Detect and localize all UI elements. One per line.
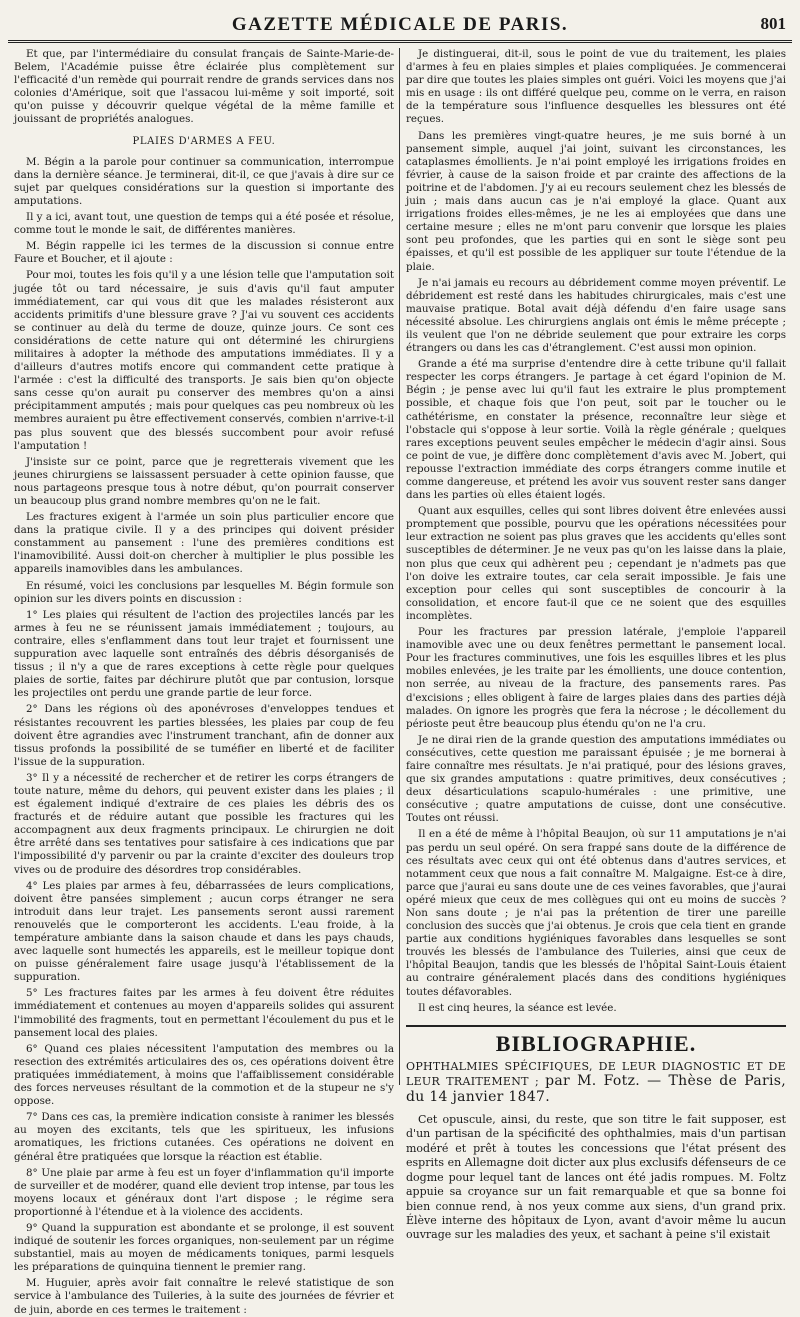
conclusion-item: 5° Les fractures faites par les armes à feu doivent être réduites immédiatement et contenues au moyen d'appareils solides qui assurent l'immobilité des fragments, tout en permettant l'écoulement du pus et le pansement local des plaies. bbox=[14, 987, 394, 1039]
page-number: 801 bbox=[760, 14, 786, 33]
paragraph: Et que, par l'intermédiaire du consulat français de Sainte-Marie-de-Belem, l'Académie puisse être éclairée plus complètement sur l'efficacité d'un remède qui pourrait rendre de grands services dans nos colonies d'Amérique, soit que l'assacou lui-même y soit importé, soit qu'on puisse y découvrir quelque végétal de la même famille et jouissant de propriétés analogues. bbox=[14, 48, 394, 126]
section-title: PLAIES D'ARMES A FEU. bbox=[132, 135, 276, 147]
bibliography-heading: BIBLIOGRAPHIE. bbox=[495, 1030, 697, 1056]
conclusion-item: 8° Une plaie par arme à feu est un foyer d'inflammation qu'il importe de surveiller et de modérer, quand elle devient trop intense, par tous les moyens locaux et généraux dont l'art dispose ; le régime sera proportionné à l'étendue et à la violence des accidents. bbox=[14, 1166, 394, 1218]
column-divider bbox=[399, 48, 400, 1085]
right-column bbox=[406, 48, 786, 1242]
conclusion-item: 4° Les plaies par armes à feu, débarrassées de leurs complications, doivent être pansées simplement ; aucun corps étranger ne sera introduit dans leur trajet. Les pansements seront aussi rarement renouvelés que le comporteront les accidents. L'eau froide, à la température ambiante dans la saison chaude et dans les pays chauds, avec laquelle sont humectés les appareils, est le meilleur topique dont on puisse généralement faire usage jusqu'à l'établissement de la suppuration. bbox=[14, 879, 394, 984]
paragraph: M. Huguier, après avoir fait connaître le relevé statistique de son service à l'ambulance des Tuileries, à la suite des journées de février et de juin, aborde en ces termes le traitement : bbox=[14, 1277, 394, 1316]
paragraph: Il est cinq heures, la séance est levée. bbox=[418, 1001, 617, 1014]
paragraph: J'insiste sur ce point, parce que je regretterais vivement que les jeunes chirurgiens se laissassent persuader à cette opinion fausse, que nous partageons presque tous à notre début, qu'on pourrait conserver un beaucoup plus grand nombre membres qu'on ne le fait. bbox=[14, 455, 394, 507]
conclusion-item: 6° Quand ces plaies nécessitent l'amputation des membres ou la resection des extrémités articulaires des os, ces opérations doivent être pratiquées immédiatement, à moins que l'affaiblissement considérable des forces nerveuses résultant de la commotion et de la stupeur ne s'y oppose. bbox=[14, 1042, 394, 1108]
paragraph: M. Bégin rappelle ici les termes de la discussion si connue entre Faure et Boucher, et il ajoute : bbox=[14, 240, 394, 266]
section-rule bbox=[406, 1025, 786, 1027]
paragraph: Dans les premières vingt-quatre heures, je me suis borné à un pansement simple, auquel j'ai joint, suivant les circonstances, les cataplasmes émollients. Je n'ai point employé les irrigations froides en février, à cause de la saison froide et par crainte des affections de la poitrine et de l'abdomen. J'y ai eu recours seulement chez les blessés de juin ; mais dans aucun cas je n'ai employé la glace. Quant aux irrigations froides elles-mêmes, je ne les ai employées que dans une certaine mesure ; elles ne m'ont paru convenir que lorsque les plaies sont peu profondes, que les parties qui en sont le siège sont peu épaisses, et qu'il est possible de les appliquer sur toute l'étendue de la plaie. bbox=[406, 129, 786, 273]
paragraph: Quant aux esquilles, celles qui sont libres doivent être enlevées aussi promptement que possible, pourvu que les opérations nécessitées pour leur extraction ne soient pas plus graves que les accidents qu'elles sont susceptibles de déterminer. Je ne veux pas qu'on les laisse dans la plaie, non plus que ceux qui adhèrent peu ; cependant je n'admets pas que l'on doive les extraire toutes, car cela serait impossible. Je fais une exception pour celles qui sont susceptibles de concourir à la consolidation, et encore faut-il que ce ne soient que des esquilles incomplètes. bbox=[406, 505, 786, 622]
paragraph: Les fractures exigent à l'armée un soin plus particulier encore que dans la pratique civile. Il y a des principes qui doivent présider constamment au pansement : l'une des premières conditions est l'inamovibilité. Aussi doit-on chercher à multiplier le plus possible les appareils inamovibles dans les ambulances. bbox=[14, 511, 394, 576]
left-column bbox=[14, 48, 394, 1316]
paragraph: Il en a été de même à l'hôpital Beaujon, où sur 11 amputations je n'ai pas perdu un seul opéré. On sera frappé sans doute de la différence de ces résultats avec ceux qui ont été obtenus dans d'autres services, et notamment ceux que nous a fait connaître M. Malgaigne. Est-ce à dire, parce que j'aurai eu sans doute une de ces veines favorables, que j'aurai opéré mieux que ceux de mes collègues qui ont eu moins de succès ? Non sans doute ; je n'ai pas la prétention de tirer une pareille conclusion des succès que j'ai obtenus. Je crois que cela tient en grande partie aux conditions hygiéniques favorables dans lesquelles se sont trouvés les blessés de l'ambulance des Tuileries, ainsi que ceux de l'hôpital Beaujon, tandis que les blessés de l'hôpital Saint-Louis étaient au contraire généralement placés dans des conditions hygiéniques toutes défavorables. bbox=[406, 828, 786, 998]
bibliography-paragraph: Cet opuscule, ainsi, du reste, que son titre le fait supposer, est d'un partisan de la spécificité des ophthalmies, mais d'un partisan modéré et prêt à toutes les concessions que l'état présent des esprits en Allemagne doit dicter aux plus exclusifs défenseurs de ce dogme pour lequel tant de lances ont été jadis rompues. M. Foltz appuie sa croyance sur un fait remarquable et que sa bonne foi bien connue rend, à nos yeux comme aux siens, d'un grand prix. Élève interne des hôpitaux de Lyon, avant d'avoir même lu aucun ouvrage sur les maladies des yeux, et sachant à peine s'il existait bbox=[406, 1113, 786, 1242]
conclusion-item: 1° Les plaies qui résultent de l'action des projectiles lancés par les armes à feu ne se réunissent jamais immédiatement ; toujours, au contraire, elles s'enflamment dans tout leur trajet et fournissent une suppuration avec laquelle sont entraînés des débris désorganisés de tissus ; il n'y a que de rares exceptions à cette règle pour quelques plaies de sortie, faites par déchirure plutôt que par contusion, lorsque les projectiles ont perdu une grande partie de leur force. bbox=[14, 608, 394, 700]
conclusion-item: 3° Il y a nécessité de rechercher et de retirer les corps étrangers de toute nature, même du dehors, qui peuvent exister dans les plaies ; il est également indiqué d'extraire de ces plaies les débris des os fracturés et de réduire autant que possible les fractures qui les accompagnent aux deux fragments principaux. Le chirurgien ne doit être arrêté dans ses tentatives pour satisfaire à ces indications que par l'impossibilité d'y parvenir ou par la crainte d'exciter des douleurs trop vives ou de produire des désordres trop considérables. bbox=[14, 771, 394, 876]
page-header bbox=[8, 10, 792, 43]
book-title-text: OPHTHALMIES SPÉCIFIQUES, DE LEUR DIAGNOSTIC ET DE LEUR TRAITEMENT ; bbox=[406, 1059, 786, 1089]
book-byline: par M. Fotz. — Thèse de Paris, du 14 janvier 1847. bbox=[406, 1073, 786, 1105]
conclusion-item: 2° Dans les régions où des aponévroses d'enveloppes tendues et résistantes recouvrent les parties blessées, les plaies par coup de feu doivent être agrandies avec l'instrument tranchant, afin de donner aux tissus profonds la possibilité de se tuméfier en liberté et de faciliter l'issue de la suppuration. bbox=[14, 703, 394, 768]
journal-title: GAZETTE MÉDICALE DE PARIS. bbox=[231, 14, 569, 35]
paragraph: Grande a été ma surprise d'entendre dire à cette tribune qu'il fallait respecter les corps étrangers. Je partage à cet égard l'opinion de M. Bégin ; je pense avec lui qu'il faut les extraire le plus promptement possible, et chaque fois que l'on peut, soit par le toucher ou le cathétérisme, en constater la présence, reconnaître leur siège et l'obstacle qui s'oppose à leur sortie. Voilà la règle générale ; quelques rares exceptions peuvent seules empêcher le médecin d'agir ainsi. Sous ce point de vue, je diffère donc complètement d'avis avec M. Jobert, qui repousse l'extraction immédiate des corps étrangers comme inutile et comme dangereuse, et prétend les avoir vus souvent rester sans danger dans les parties où elles étaient logés. bbox=[406, 358, 786, 502]
paragraph: Pour les fractures par pression latérale, j'emploie l'appareil inamovible avec une ou deux fenêtres permettant le pansement local. Pour les fractures comminutives, une fois les esquilles libres et les plus mobiles enlevées, je les traite par les émollients, une douce contention, non serrée, au niveau de la fracture, des pansements rares. Pas d'excisions ; elles obligent à faire de larges plaies dans des parties déjà malades. On ignore les progrès que fera la nécrose ; le décollement du périoste peut être beaucoup plus étendu qu'on ne l'a cru. bbox=[406, 626, 786, 730]
paragraph: Il y a ici, avant tout, une question de temps qui a été posée et résolue, comme tout le monde le sait, de différentes manières. bbox=[14, 211, 394, 237]
bibliography-section bbox=[406, 1030, 786, 1243]
paragraph: En résumé, voici les conclusions par lesquelles M. Bégin formule son opinion sur les divers points en discussion : bbox=[14, 579, 394, 605]
paragraph: Je ne dirai rien de la grande question des amputations immédiates ou consécutives, cette question me paraissant épuisée ; je me bornerai à faire connaître mes résultats. Je n'ai pratiqué, pour des lésions graves, que six grandes amputations : quatre primitives, deux consécutives ; deux désarticulations scapulo-humérales : une primitive, une consécutive ; quatre amputations de cuisse, dont une consécutive. Toutes ont réussi. bbox=[406, 733, 786, 825]
paragraph: Pour moi, toutes les fois qu'il y a une lésion telle que l'amputation soit jugée tôt ou tard nécessaire, je suis d'avis qu'il faut amputer immédiatement, car qui vous dit que les malades résisteront aux accidents primitifs d'une blessure grave ? J'ai vu souvent ces accidents se continuer au delà du terme de douze, quinze jours. Ce sont ces considérations de cette nature qui ont déterminé les chirurgiens militaires à adopter la méthode des amputations immédiates. Il y a d'ailleurs d'autres motifs encore qui commandent cette pratique à l'armée : c'est la difficulté des transports. Je sais bien qu'on objecte sans cesse qu'on aurait pu conserver des membres qu'on a ainsi précipitamment amputés ; mais pour quelques cas peu nombreux où les membres auraient pu être effectivement conservés, combien n'arrive-t-il pas plus souvent que des blessés succombent pour avoir refusé l'amputation ! bbox=[14, 269, 394, 452]
book-title bbox=[406, 1060, 786, 1105]
paragraph: M. Bégin a la parole pour continuer sa communication, interrompue dans la dernière séance. Je terminerai, dit-il, ce que j'avais à dire sur ce sujet par quelques considérations sur la question si importante des amputations. bbox=[14, 155, 394, 207]
conclusion-item: 7° Dans ces cas, la première indication consiste à ranimer les blessés au moyen des excitants, tels que les spiritueux, les infusions aromatiques, les frictions cutanées. Ces opérations ne doivent en général être pratiquées que lorsque la réaction est établie. bbox=[14, 1111, 394, 1163]
paragraph: Je distinguerai, dit-il, sous le point de vue du traitement, les plaies d'armes à feu en plaies simples et plaies compliquées. Je commencerai par dire que toutes les plaies simples ont guéri. Voici les moyens que j'ai mis en usage : ils ont différé quelque peu, comme on le verra, en raison de la température sous l'influence desquelles les blessures ont été reçues. bbox=[406, 48, 786, 126]
paragraph: Je n'ai jamais eu recours au débridement comme moyen préventif. Le débridement est resté dans les habitudes chirurgicales, mais c'est une mauvaise pratique. Botal avait déjà défendu d'en faire usage sans nécessité absolue. Les chirurgiens anglais ont émis le même précepte ; ils veulent que l'on ne débride seulement que pour extraire les corps étrangers ou dans les cas d'étranglement. C'est aussi mon opinion. bbox=[406, 276, 786, 355]
conclusion-item: 9° Quand la suppuration est abondante et se prolonge, il est souvent indiqué de soutenir les forces organiques, non-seulement par un régime substantiel, mais au moyen de médicaments toniques, parmi lesquels les préparations de quinquina tiennent le premier rang. bbox=[14, 1221, 394, 1274]
